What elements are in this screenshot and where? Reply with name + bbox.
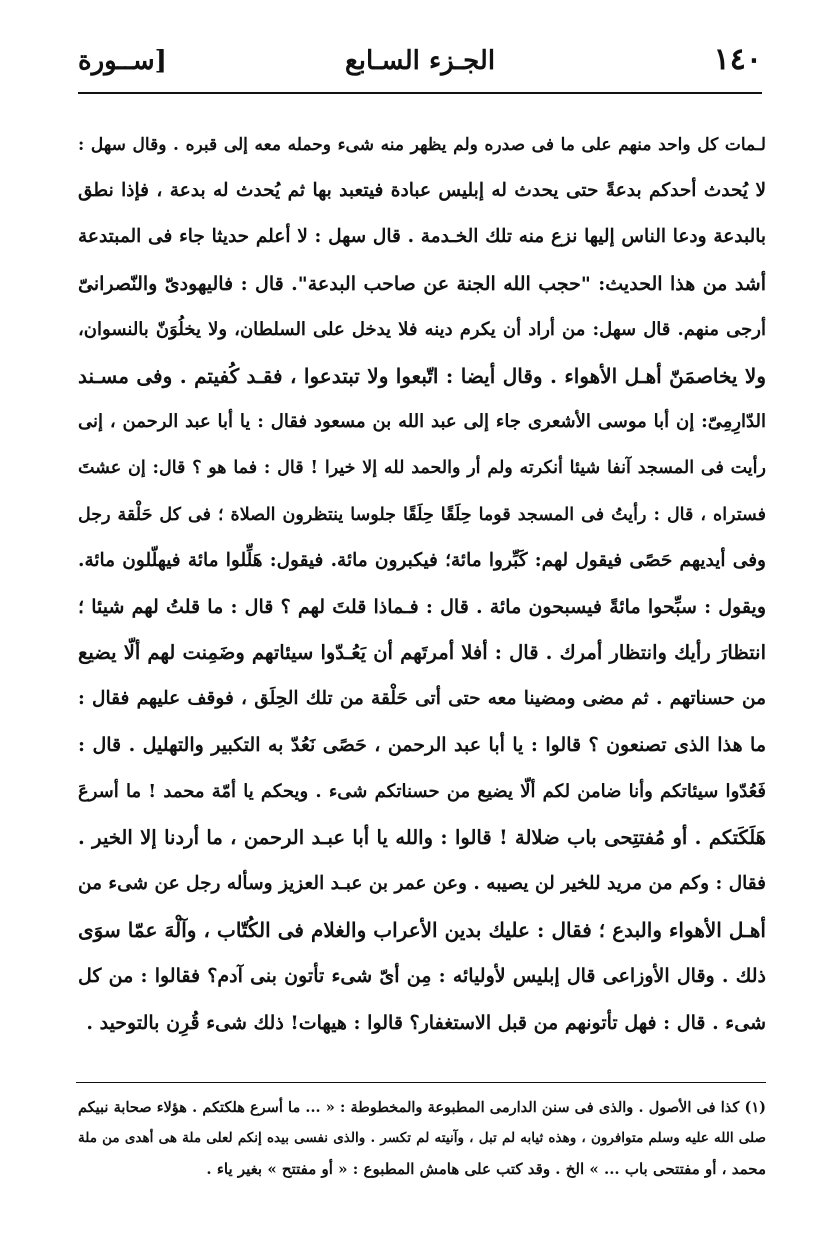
- footnote-line: (١) كذا فى الأصول . والذى فى سنن الدارمى المطبوعة والمخطوطة : « ... ما أسرع هلكتكم . هؤلاء صحابة نبيكم: [78, 1099, 766, 1116]
- text-line: فقال : وكم من مريد للخير لن يصيبه . وعن عمر بن عبـد العزيز وسأله رجل عن شىء من: [78, 873, 766, 894]
- text-line: ويقول : سبِّحوا مائةً فيسبحون مائة . قال : فـماذا قلتَ لهم ؟ قال : ما قلتُ لهم شيئا ؛: [78, 595, 766, 618]
- page-header: [78, 38, 762, 94]
- footnote-line: صلى الله عليه وسلم متوافرون ، وهذه ثيابه لم تبل ، وآنيته لم تكسر . والذى نفسى بيده إنكم لعلى ملة هى أهدى من ملة: [78, 1130, 766, 1146]
- text-line: ولا يخاصمَنّ أهـل الأهواء . وقال أيضا : اتّبعوا ولا تبتدعوا ، فقـد كُفيتم . وفى مسـند: [78, 363, 766, 388]
- text-line: شىء . قال : فهل تأتونهم من قبل الاستغفار؟ قالوا : هيهات! ذلك شىء قُرِن بالتوحيد .: [86, 1011, 766, 1034]
- section-label: [ســورة: [78, 46, 167, 76]
- text-line: بالبدعة ودعا الناس إليها نزع منه تلك الخـدمة . قال سهل : لا أعلم حديثا جاء فى المبتدعة: [78, 226, 766, 248]
- text-line: وفى أيديهم حَصًى فيقول لهم: كَبِّروا مائة؛ فيكبرون مائة. فيقول: هَلِّلوا مائة فيهلّلون مائة.: [78, 549, 766, 571]
- text-line: هَلَكَتكم . أو مُفتتِحى باب ضلالة ! قالوا : والله يا أبا عبـد الرحمن ، ما أردنا إلا الخير .: [78, 825, 766, 849]
- main-text: [78, 122, 766, 1046]
- text-line: لا يُحدث أحدكم بدعةً حتى يحدث له إبليس عبادة فيتعبد بها ثم يُحدث له بدعة ، فإذا نطق: [78, 180, 766, 202]
- text-line: لـمات كل واحد منهم على ما فى صدره ولم يظهر منه شىء وحمله معه إلى قبره . وقال سهل :: [78, 135, 766, 155]
- text-line: رأيت فى المسجد آنفا شيئا أنكرته ولم أر والحمد لله إلا خيرا ! قال : فما هو ؟ قال: إن عشتَ: [78, 458, 766, 479]
- text-line: أهـل الأهواء والبدع ؛ فقال : عليك بدين الأعراب والغلام فى الكُتّاب ، وآلْهَ عمّا سوَى: [78, 918, 766, 943]
- footnote-line: محمد ، أو مفتتحى باب ... » الخ . وقد كتب على هامش المطبوع : « أو مفتتح » بغير ياء .: [206, 1160, 766, 1178]
- text-line: أشد من هذا الحديث: "حجب الله الجنة عن صاحب البدعة". قال : فاليهودىّ والنّصرانىّ: [78, 272, 766, 295]
- text-line: انتظارَ رأيك وانتظار أمرك . قال : أفلا أمرتَهم أن يَعُـدّوا سيئاتهم وضَمِنت لهم ألّا يضيع: [78, 641, 766, 665]
- text-line: من حسناتهم . ثم مضى ومضينا معه حتى أتى حَلْقة من تلك الحِلَق ، فوقف عليهم فقال :: [78, 688, 766, 710]
- running-title: الجـزء السـابع: [344, 46, 496, 76]
- text-line: ذلك . وقال الأوزاعى قال إبليس لأوليائه : مِن أىّ شىء تأتون بنى آدم؟ فقالوا : من كل: [78, 965, 766, 988]
- text-line: ما هذا الذى تصنعون ؟ قالوا : يا أبا عبد الرحمن ، حَصًى نَعُدّ به التكبير والتهليل . قال :: [78, 734, 766, 757]
- footnote-divider: [76, 1082, 766, 1083]
- text-line: فَعُدّوا سيئاتكم وأنا ضامن لكم ألّا يضيع من حسناتكم شىء . ويحكم يا أمّة محمد ! ما أسرعَ: [78, 780, 766, 802]
- text-line: أرجى منهم. قال سهل: من أراد أن يكرم دينه فلا يدخل على السلطان، ولا يخلُوَنّ بالنسوان،: [78, 318, 766, 340]
- footnotes: [78, 1092, 766, 1185]
- text-line: الدّارِمِىّ: إن أبا موسى الأشعرى جاء إلى عبد الله بن مسعود فقال : يا أبا عبد الرحمن ، إنى: [78, 411, 766, 433]
- text-line: فستراه ، قال : رأيتُ فى المسجد قوما حِلَقًا حِلَقًا جلوسا ينتظرون الصلاة ؛ فى كل حَلْقة رجل: [78, 504, 766, 525]
- page-number: ١٤٠: [713, 42, 762, 77]
